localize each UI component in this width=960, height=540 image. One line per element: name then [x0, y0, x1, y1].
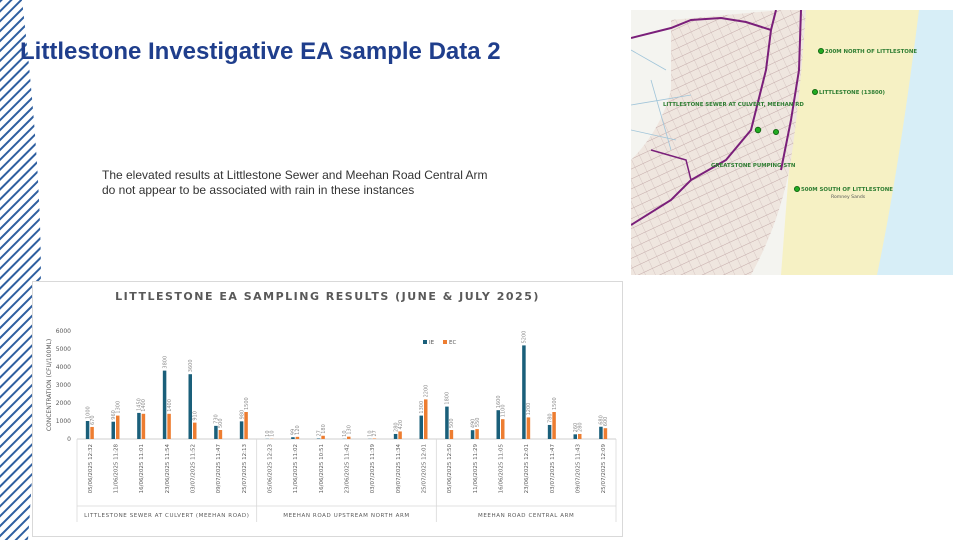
x-tick-label: 09/07/2025 11:34 [395, 444, 402, 494]
data-label-ec: 130 [346, 425, 353, 435]
data-label-ie: 5200 [521, 330, 528, 344]
data-label-ec: 1500 [551, 397, 558, 410]
legend-label-ec: EC [449, 340, 457, 346]
bar-ec [450, 430, 454, 439]
bar-ie [471, 430, 475, 439]
data-label-ie: 3800 [162, 355, 169, 369]
data-label-ie: 1800 [444, 391, 451, 405]
bar-ec [167, 414, 171, 439]
y-tick-label: 6000 [55, 328, 71, 335]
note-line-2: do not appear to be associated with rain in these instances [102, 183, 415, 197]
x-tick-label: 11/06/2025 11:29 [472, 444, 479, 494]
bar-ec [527, 417, 531, 439]
group-label: LITTLESTONE SEWER AT CULVERT (MEEHAN ROAD) [84, 513, 250, 519]
y-tick-label: 2000 [55, 400, 71, 407]
data-label-ec: 180 [320, 424, 327, 434]
data-label-ec: 10 [269, 430, 276, 437]
y-tick-label: 5000 [55, 346, 71, 353]
data-label-ec: 120 [295, 425, 302, 435]
bar-ie [548, 425, 552, 439]
data-label-ie: 960 [111, 410, 118, 420]
legend-label-ie: IE [429, 340, 435, 346]
y-tick-label: 0 [67, 436, 71, 443]
map-label-south: 500M SOUTH OF LITTLESTONE [801, 187, 893, 193]
map-label-north: 200M NORTH OF LITTLESTONE [825, 49, 918, 55]
x-tick-label: 23/06/2025 12:01 [524, 444, 531, 494]
bar-ie [445, 407, 449, 439]
x-tick-label: 05/06/2025 12:23 [267, 444, 274, 494]
slide-note [102, 168, 542, 198]
data-label-ec: 500 [449, 418, 456, 428]
data-label-ec: 1400 [141, 399, 148, 412]
data-label-ie: 10 [367, 430, 374, 437]
bar-ec [578, 434, 582, 439]
legend-swatch-ie [423, 340, 427, 344]
data-label-ec: 1300 [115, 400, 122, 414]
x-tick-label: 11/06/2025 11:28 [113, 444, 120, 494]
bar-ec [142, 414, 146, 439]
slide-title: Littlestone Investigative EA sample Data 2 [20, 38, 501, 65]
data-label-ie: 490 [470, 418, 477, 429]
data-label-ie: 27 [316, 430, 323, 437]
bar-ec [501, 419, 505, 439]
x-tick-label: 11/06/2025 11:02 [293, 444, 300, 494]
data-label-ec: 2200 [423, 384, 430, 398]
bar-ie [522, 345, 526, 439]
bar-ie [214, 426, 218, 439]
bar-ec [219, 430, 223, 439]
sampling-results-chart [32, 281, 623, 537]
data-label-ec: 280 [577, 422, 584, 432]
x-tick-label: 05/06/2025 12:50 [447, 444, 454, 494]
data-label-ec: 670 [89, 415, 96, 425]
bar-ie [112, 422, 116, 439]
data-label-ie: 1600 [496, 395, 503, 409]
data-label-ie: 1300 [419, 400, 426, 414]
map-label-sewer: LITTLESTONE SEWER AT CULVERT, MEEHAN RD [663, 102, 804, 108]
x-tick-label: 25/07/2025 12:01 [421, 444, 428, 494]
data-label-ec: 550 [474, 417, 481, 428]
x-tick-label: 05/06/2025 12:32 [87, 444, 94, 494]
x-tick-label: 25/07/2025 12:09 [601, 444, 608, 494]
x-tick-label: 09/07/2025 11:43 [575, 444, 582, 494]
note-line-1: The elevated results at Littlestone Sewer and Meehan Road Central Arm [102, 168, 488, 182]
y-tick-label: 1000 [55, 418, 71, 425]
data-label-ie: 99 [290, 428, 297, 436]
data-label-ec: 1500 [243, 397, 250, 410]
x-tick-label: 16/06/2025 11:01 [139, 444, 146, 494]
data-label-ie: 1000 [85, 406, 92, 419]
data-label-ie: 260 [573, 422, 580, 433]
x-tick-label: 23/06/2025 11:54 [164, 444, 171, 494]
data-label-ec: 500 [218, 418, 225, 428]
chart-plot [33, 282, 622, 536]
group-label: MEEHAN ROAD UPSTREAM NORTH ARM [283, 513, 410, 519]
bar-ie [497, 410, 501, 439]
bar-ie [189, 374, 193, 439]
y-axis-label: CONCENTRATION (CFU/100ML) [46, 338, 53, 432]
bar-ec [604, 428, 608, 439]
sampling-location-map [631, 10, 953, 275]
x-tick-label: 03/07/2025 11:47 [549, 444, 556, 494]
data-label-ec: 910 [192, 411, 199, 421]
data-label-ec: 1200 [526, 402, 533, 416]
y-tick-label: 3000 [55, 382, 71, 389]
bar-ie [240, 421, 244, 439]
bar-ec [193, 423, 197, 439]
bar-ie [574, 434, 578, 439]
bar-ec [296, 437, 300, 439]
chart-title: LITTLESTONE EA SAMPLING RESULTS (JUNE & JULY 2025) [115, 290, 540, 303]
data-label-ie: 3600 [188, 359, 195, 373]
group-label: MEEHAN ROAD CENTRAL ARM [477, 513, 575, 519]
data-label-ec: 1400 [166, 399, 173, 412]
x-tick-label: 25/07/2025 12:13 [241, 444, 248, 494]
data-label-ie: 280 [393, 422, 400, 432]
x-tick-label: 23/06/2025 11:42 [344, 444, 351, 494]
data-label-ie: 1450 [136, 398, 143, 411]
y-tick-label: 4000 [55, 364, 71, 371]
x-tick-label: 16/06/2025 11:05 [498, 444, 505, 494]
bar-ec [475, 429, 479, 439]
bar-ie [137, 413, 141, 439]
data-label-ie: 10 [342, 430, 349, 437]
data-label-ec: 27 [372, 430, 379, 437]
bar-ec [90, 427, 94, 439]
legend-swatch-ec [443, 340, 447, 344]
map-label-littlestone: LITTLESTONE (13800) [819, 90, 885, 96]
data-label-ec: 1100 [500, 404, 507, 418]
map-label-romney: Romney Sands [831, 195, 866, 200]
x-tick-label: 03/07/2025 11:52 [190, 444, 197, 494]
x-tick-label: 16/06/2025 10:51 [318, 444, 325, 494]
bar-ie [394, 434, 398, 439]
data-label-ie: 680 [598, 415, 605, 425]
data-label-ie: 780 [547, 413, 554, 423]
x-tick-label: 03/07/2025 11:39 [370, 444, 377, 494]
bar-ie [291, 437, 295, 439]
map-label-pumping: GREATSTONE PUMPING STN [711, 163, 796, 169]
data-label-ie: 730 [213, 414, 220, 424]
data-label-ec: 600 [603, 416, 610, 427]
bar-ie [86, 421, 90, 439]
x-tick-label: 09/07/2025 11:47 [216, 444, 223, 494]
bar-ie [420, 416, 424, 439]
bar-ie [599, 427, 603, 439]
data-label-ie: 10 [265, 430, 272, 437]
data-label-ec: 420 [397, 419, 404, 430]
bar-ie [163, 371, 167, 439]
data-label-ie: 980 [239, 409, 246, 420]
